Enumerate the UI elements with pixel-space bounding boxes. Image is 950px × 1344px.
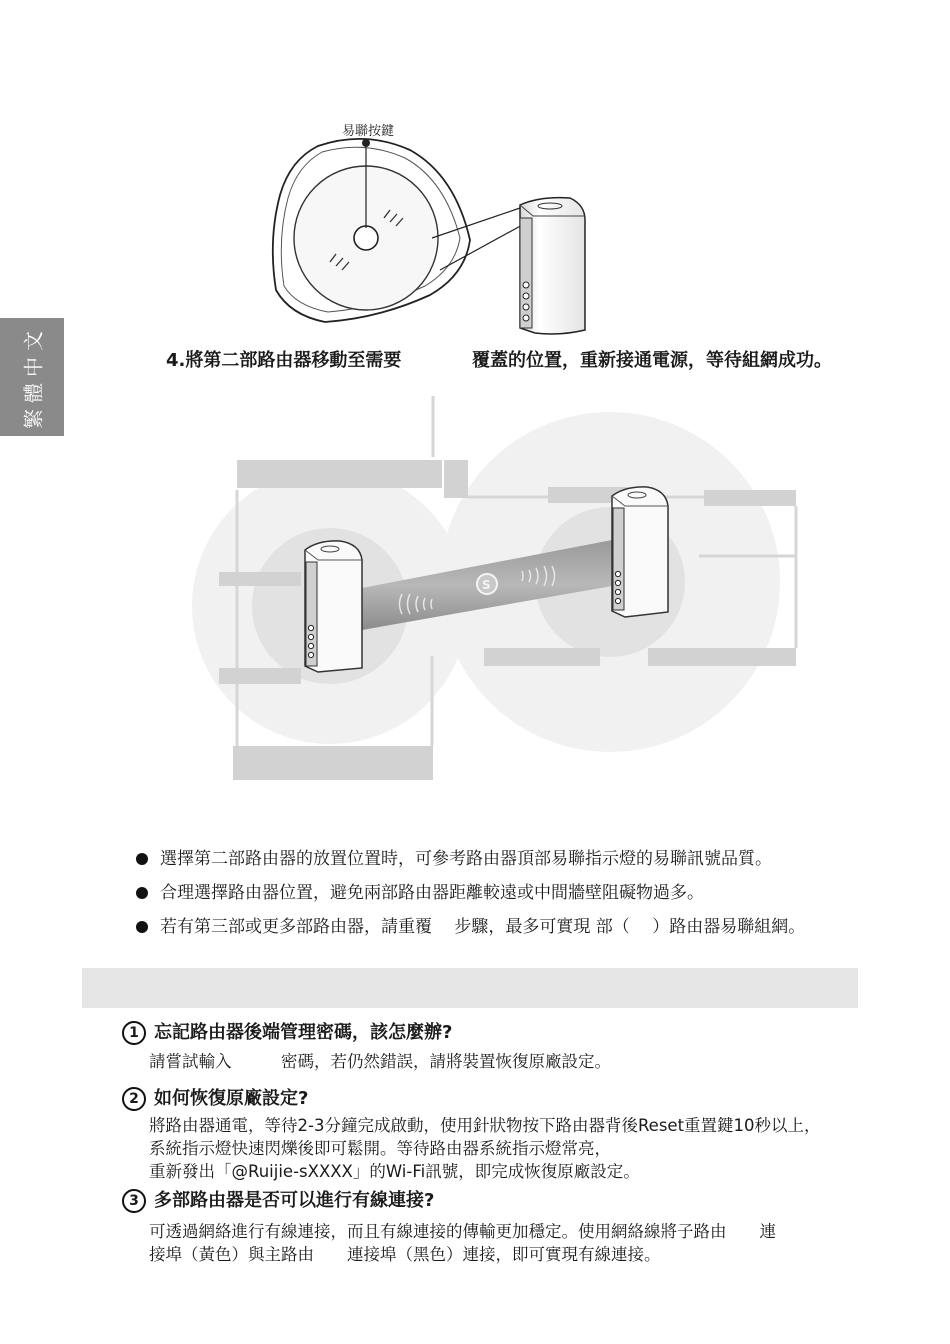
router-left bbox=[305, 541, 362, 672]
faq-answer-2-line: 將路由器通電，等待2-3分鐘完成啟動，使用針狀物按下路由器背後Reset重置鍵10秒以上， bbox=[149, 1116, 821, 1135]
tip-item: 若有第三部或更多部路由器，請重覆 步驟，最多可實現 部（ ）路由器易聯組網。 bbox=[136, 910, 805, 944]
step4-text-part2: 覆蓋的位置，重新接通電源，等待組網成功。 bbox=[472, 350, 832, 371]
faq-answer-1-line: 請嘗試輸入 密碼，若仍然錯誤，請將裝置恢復原廠設定。 bbox=[149, 1052, 611, 1071]
bullet-dot bbox=[136, 853, 148, 865]
faq-answer-2-line: 重新發出「@Ruijie-sXXXX」的Wi-Fi訊號，即完成恢復原廠設定。 bbox=[149, 1162, 640, 1181]
faq-answer-3-line: 可透過網絡進行有線連接，而且有線連接的傳輸更加穩定。使用網絡線將子路由 連 bbox=[149, 1222, 776, 1241]
faq-number: 1 bbox=[122, 1021, 146, 1045]
bullet-dot bbox=[136, 887, 148, 899]
faq-question-2: 2 如何恢復原廠設定? bbox=[122, 1084, 308, 1111]
svg-text:S: S bbox=[482, 578, 491, 592]
faq-number: 3 bbox=[122, 1189, 146, 1213]
step4-text-part1: 4.將第二部路由器移動至需要 bbox=[166, 350, 402, 371]
faq-question-1: 1 忘記路由器後端管理密碼，該怎麼辦? bbox=[122, 1018, 452, 1045]
language-tab-label: 繁體中文 bbox=[21, 325, 46, 429]
tips-list bbox=[136, 842, 805, 944]
faq-header-bar bbox=[82, 968, 858, 1008]
faq-answer-2-line: 系統指示燈快速閃爍後即可鬆開。等待路由器系統指示燈常亮， bbox=[149, 1139, 611, 1158]
faq-answer-3-line: 接埠（黃色）與主路由 連接埠（黑色）連接，即可實現有線連接。 bbox=[149, 1245, 661, 1264]
router-right bbox=[612, 487, 668, 617]
bullet-dot bbox=[136, 921, 148, 933]
faq-number: 2 bbox=[122, 1087, 146, 1111]
faq-question-3: 3 多部路由器是否可以進行有線連接? bbox=[122, 1186, 434, 1213]
tip-item: 合理選擇路由器位置，避免兩部路由器距離較遠或中間牆壁阻礙物過多。 bbox=[136, 876, 805, 910]
tip-item: 選擇第二部路由器的放置位置時，可參考路由器頂部易聯指示燈的易聯訊號品質。 bbox=[136, 842, 805, 876]
callout-label: 易聯按鍵 bbox=[342, 124, 395, 139]
